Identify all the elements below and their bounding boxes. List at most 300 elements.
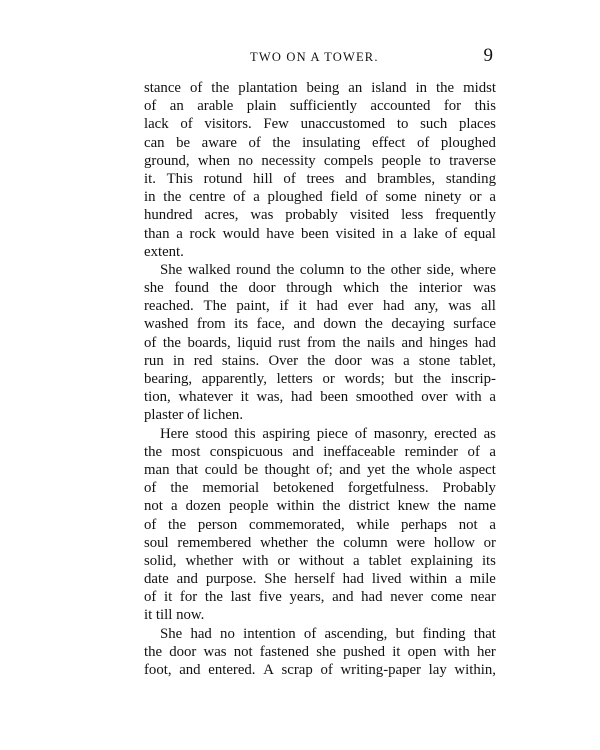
text-line: [144, 425, 496, 443]
word: herself: [294, 571, 335, 588]
word: it: [392, 643, 401, 660]
text-line: [144, 388, 496, 406]
word: have: [266, 225, 295, 242]
word: with: [242, 552, 269, 569]
word: and: [345, 170, 367, 187]
word: was: [448, 298, 472, 315]
word: rust: [278, 334, 301, 351]
word: island: [371, 80, 407, 96]
word: and: [292, 443, 314, 460]
word: through: [286, 280, 333, 297]
word: traverse: [449, 152, 496, 169]
word: liquid: [237, 334, 272, 351]
word: of: [144, 516, 157, 533]
word: forgetfulness.: [347, 480, 429, 497]
word: acres,: [204, 207, 239, 224]
word: such: [420, 116, 448, 133]
word: the: [144, 443, 163, 460]
word: memorial: [202, 480, 260, 497]
word: for: [179, 589, 198, 606]
word: be: [176, 134, 191, 151]
word: rotund: [203, 170, 243, 187]
word: column: [299, 261, 345, 278]
word: as: [483, 425, 496, 442]
word: the: [342, 334, 361, 351]
word: was,: [256, 389, 284, 406]
word: had: [342, 571, 364, 588]
word: was: [472, 280, 496, 297]
word: from: [196, 316, 226, 333]
word: lay: [428, 662, 447, 678]
word: with: [443, 643, 470, 660]
word: of: [365, 189, 378, 206]
word: a: [489, 516, 496, 533]
word: and: [176, 571, 198, 588]
text-line: [144, 606, 496, 624]
word: been: [320, 389, 349, 406]
text-line-content: plaster of lichen.: [144, 407, 244, 424]
word: being: [306, 80, 340, 96]
word: the: [170, 480, 189, 497]
word: can: [144, 134, 165, 151]
word: of: [144, 589, 157, 606]
word: ploughed: [440, 134, 496, 151]
word: plain: [246, 98, 277, 115]
word: or: [469, 189, 482, 206]
word: writing-paper: [340, 662, 421, 678]
word: The: [203, 298, 227, 315]
word: knew: [397, 498, 430, 515]
word: conspicuous: [209, 443, 283, 460]
word: would: [222, 225, 260, 242]
word: had: [291, 389, 313, 406]
word: ninety: [424, 189, 462, 206]
word: yet: [367, 461, 386, 478]
word: she: [316, 643, 336, 660]
word: and: [179, 662, 201, 678]
word: the: [391, 461, 410, 478]
word: a: [400, 225, 407, 242]
word: accounted: [370, 98, 431, 115]
word: other: [390, 261, 422, 278]
word: than: [144, 225, 170, 242]
text-line: [144, 552, 496, 570]
word: within: [276, 498, 315, 515]
paragraph: [144, 625, 496, 680]
word: a: [176, 225, 183, 242]
word: betokened: [273, 480, 334, 497]
word: it.: [144, 170, 156, 187]
word: with: [455, 389, 482, 406]
word: whatever: [178, 389, 233, 406]
word: the: [437, 498, 456, 515]
text-line: [144, 406, 496, 424]
word: reached.: [144, 298, 194, 315]
word: equal: [463, 225, 496, 242]
word: pushed: [343, 643, 386, 660]
word: never: [390, 589, 424, 606]
word: paint,: [236, 298, 270, 315]
word: compels: [323, 152, 374, 169]
word: standing: [445, 170, 496, 187]
word: it: [298, 298, 307, 315]
word: dozen: [185, 498, 221, 515]
word: the: [307, 352, 326, 369]
word: man: [144, 461, 170, 478]
text-line: [144, 516, 496, 534]
word: and: [293, 316, 315, 333]
word: foot,: [144, 662, 172, 678]
word: boards,: [187, 334, 231, 351]
word: walked: [187, 261, 231, 278]
word: she: [144, 280, 164, 297]
word: door: [248, 280, 276, 297]
word: come: [430, 589, 463, 606]
word: column: [343, 534, 388, 551]
word: stance: [144, 80, 181, 96]
word: words;: [344, 371, 385, 387]
word: arable: [197, 98, 234, 115]
word: remembered: [177, 534, 252, 551]
text-line: [144, 588, 496, 606]
word: name: [463, 498, 496, 515]
word: her: [476, 643, 496, 660]
word: in: [172, 352, 185, 369]
word: open: [407, 643, 437, 660]
word: hollow: [433, 534, 475, 551]
word: washed: [144, 316, 189, 333]
word: been: [300, 225, 329, 242]
word: this: [234, 425, 256, 442]
word: tablet: [368, 552, 402, 569]
word: insulating: [302, 134, 361, 151]
text-line: [144, 243, 496, 261]
word: visited: [349, 207, 390, 224]
word: inscrip-: [450, 371, 496, 387]
word: She: [264, 571, 287, 588]
word: Over: [268, 352, 299, 369]
word: most: [171, 443, 201, 460]
word: field: [330, 189, 358, 206]
word: of;: [316, 461, 333, 478]
text-line-content: extent.: [144, 243, 184, 260]
word: to: [349, 261, 362, 278]
paragraph: [144, 425, 496, 625]
word: A: [263, 662, 274, 678]
word: lived: [371, 571, 402, 588]
word: aspect: [458, 461, 496, 478]
word: tion,: [144, 389, 171, 406]
word: near: [470, 589, 496, 606]
word: five: [258, 589, 282, 606]
word: without: [298, 552, 345, 569]
word: hill: [252, 170, 273, 187]
word: This: [166, 170, 193, 187]
word: in: [415, 80, 428, 96]
word: within: [409, 571, 448, 588]
word: reminder: [404, 443, 459, 460]
word: surface: [453, 316, 496, 333]
word: whole: [416, 461, 453, 478]
word: plantation: [238, 80, 298, 96]
word: date: [144, 571, 169, 588]
word: aspiring: [262, 425, 311, 442]
page-header: [145, 45, 493, 70]
word: visitors.: [204, 116, 252, 133]
text-line-content: it till now.: [144, 607, 205, 624]
word: from: [307, 334, 336, 351]
word: of: [189, 80, 203, 96]
text-line: [144, 297, 496, 315]
text-line: [144, 625, 496, 643]
word: but: [394, 371, 414, 387]
word: the: [168, 516, 187, 533]
word: of: [180, 116, 193, 133]
running-title: TWO ON A TOWER.: [250, 50, 379, 64]
text-line: [144, 134, 496, 152]
text-line: [144, 225, 496, 243]
text-line: [144, 97, 496, 115]
word: over: [421, 389, 448, 406]
word: be: [244, 461, 259, 478]
word: in: [144, 189, 156, 206]
word: of: [320, 662, 333, 678]
word: any,: [414, 298, 439, 315]
word: the: [367, 261, 386, 278]
word: of: [416, 134, 430, 151]
word: person: [197, 516, 238, 533]
word: unaccustomed: [300, 116, 386, 133]
word: the: [219, 280, 238, 297]
word: decaying: [391, 316, 445, 333]
word: not: [233, 643, 253, 660]
word: bearing,: [144, 371, 193, 387]
word: round: [236, 261, 271, 278]
word: the: [364, 316, 383, 333]
word: tablet,: [459, 352, 496, 369]
word: down: [323, 316, 357, 333]
word: solid,: [144, 552, 177, 569]
word: lack: [144, 116, 169, 133]
page-number: 9: [483, 45, 493, 66]
word: years,: [289, 589, 325, 606]
word: and: [332, 589, 354, 606]
word: of: [444, 225, 458, 242]
word: soul: [144, 534, 169, 551]
text-line: [144, 334, 496, 352]
word: a: [489, 389, 496, 406]
word: that: [473, 625, 496, 642]
word: probably: [285, 207, 338, 224]
word: ploughed: [267, 189, 323, 206]
word: while: [356, 516, 390, 533]
word: a: [403, 352, 410, 369]
word: for: [443, 98, 462, 115]
word: places: [458, 116, 496, 133]
word: if: [279, 298, 289, 315]
text-line: [144, 643, 496, 661]
word: ever: [347, 298, 374, 315]
word: had: [190, 625, 212, 642]
word: frequently: [435, 207, 496, 224]
word: the: [422, 371, 442, 387]
word: within,: [454, 662, 496, 678]
word: last: [230, 589, 252, 606]
word: not: [144, 498, 163, 515]
word: not: [458, 516, 478, 533]
text-line: [144, 152, 496, 170]
text-line: [144, 661, 496, 679]
word: was: [203, 643, 227, 660]
word: the: [322, 498, 341, 515]
word: and: [401, 334, 423, 351]
word: of: [144, 334, 157, 351]
word: found: [174, 280, 209, 297]
word: it: [164, 589, 173, 606]
text-line: [144, 370, 496, 388]
word: of: [144, 98, 157, 115]
word: had: [361, 589, 383, 606]
word: this: [474, 98, 496, 115]
text-line: [144, 315, 496, 333]
word: stains.: [221, 352, 260, 369]
word: some: [385, 189, 417, 206]
text-line: [144, 534, 496, 552]
word: were: [396, 534, 426, 551]
word: ascending,: [324, 625, 388, 642]
word: lake: [413, 225, 439, 242]
word: scrap: [281, 662, 313, 678]
word: explaining: [410, 552, 473, 569]
word: to: [396, 116, 409, 133]
word: a: [455, 571, 462, 588]
text-line: [144, 461, 496, 479]
word: all: [481, 298, 496, 315]
word: or: [277, 552, 290, 569]
word: stone: [418, 352, 451, 369]
word: could: [204, 461, 238, 478]
word: an: [348, 80, 363, 96]
word: trees: [306, 170, 335, 187]
word: of: [248, 134, 261, 151]
word: was: [250, 207, 274, 224]
word: purpose.: [205, 571, 257, 588]
word: had: [474, 334, 496, 351]
word: or: [322, 371, 335, 387]
word: which: [343, 280, 380, 297]
word: whether: [260, 534, 308, 551]
word: red: [193, 352, 213, 369]
text-line: [144, 352, 496, 370]
word: the: [389, 280, 408, 297]
word: interior: [418, 280, 463, 297]
word: hundred: [144, 207, 193, 224]
word: ineffaceable: [323, 443, 396, 460]
word: its: [481, 552, 496, 569]
text-line: [144, 279, 496, 297]
word: hinges: [429, 334, 469, 351]
word: stood: [195, 425, 228, 442]
text-line: [144, 570, 496, 588]
word: it: [240, 389, 249, 406]
word: face,: [256, 316, 285, 333]
word: mile: [469, 571, 496, 588]
word: a: [489, 189, 496, 206]
word: its: [234, 316, 249, 333]
word: effect: [372, 134, 406, 151]
word: a: [489, 443, 496, 460]
word: less: [401, 207, 424, 224]
paragraph: [144, 79, 496, 261]
text-line: [144, 115, 496, 133]
word: people: [381, 152, 421, 169]
word: the: [436, 80, 455, 96]
word: the: [204, 589, 223, 606]
word: Probably: [442, 480, 496, 497]
body-text: [144, 79, 496, 679]
word: that: [175, 461, 199, 478]
word: the: [162, 334, 181, 351]
word: sufficiently: [289, 98, 357, 115]
text-line: [144, 188, 496, 206]
word: door: [334, 352, 362, 369]
word: of: [467, 443, 480, 460]
word: had: [383, 298, 405, 315]
word: piece: [316, 425, 348, 442]
word: entered.: [208, 662, 256, 678]
word: commemorated,: [248, 516, 345, 533]
word: smoothed: [355, 389, 414, 406]
word: door: [169, 643, 197, 660]
word: of: [303, 625, 317, 642]
word: to: [429, 152, 441, 169]
word: perhaps: [400, 516, 448, 533]
word: of: [354, 425, 368, 442]
word: was: [370, 352, 394, 369]
word: the: [276, 261, 295, 278]
word: masonry,: [373, 425, 428, 442]
word: where: [459, 261, 496, 278]
word: She: [160, 625, 183, 642]
word: no: [220, 625, 235, 642]
word: but: [395, 625, 415, 642]
text-line: [144, 443, 496, 461]
word: visited: [335, 225, 376, 242]
word: a: [170, 498, 178, 515]
word: in: [381, 225, 394, 242]
word: of: [233, 189, 246, 206]
word: side,: [426, 261, 455, 278]
word: the: [211, 80, 230, 96]
word: finding: [422, 625, 466, 642]
word: letters: [276, 371, 313, 387]
word: when: [197, 152, 230, 169]
paragraph: [144, 261, 496, 425]
word: She: [160, 261, 183, 278]
word: whether: [185, 552, 234, 569]
word: apparently,: [201, 371, 267, 387]
word: erected: [434, 425, 477, 442]
word: the: [272, 134, 291, 151]
word: midst: [463, 80, 496, 96]
word: thought: [264, 461, 310, 478]
text-line: [144, 206, 496, 224]
word: ground,: [144, 152, 190, 169]
text-line: [144, 79, 496, 97]
text-line: [144, 261, 496, 279]
text-line: [144, 479, 496, 497]
word: centre: [189, 189, 226, 206]
